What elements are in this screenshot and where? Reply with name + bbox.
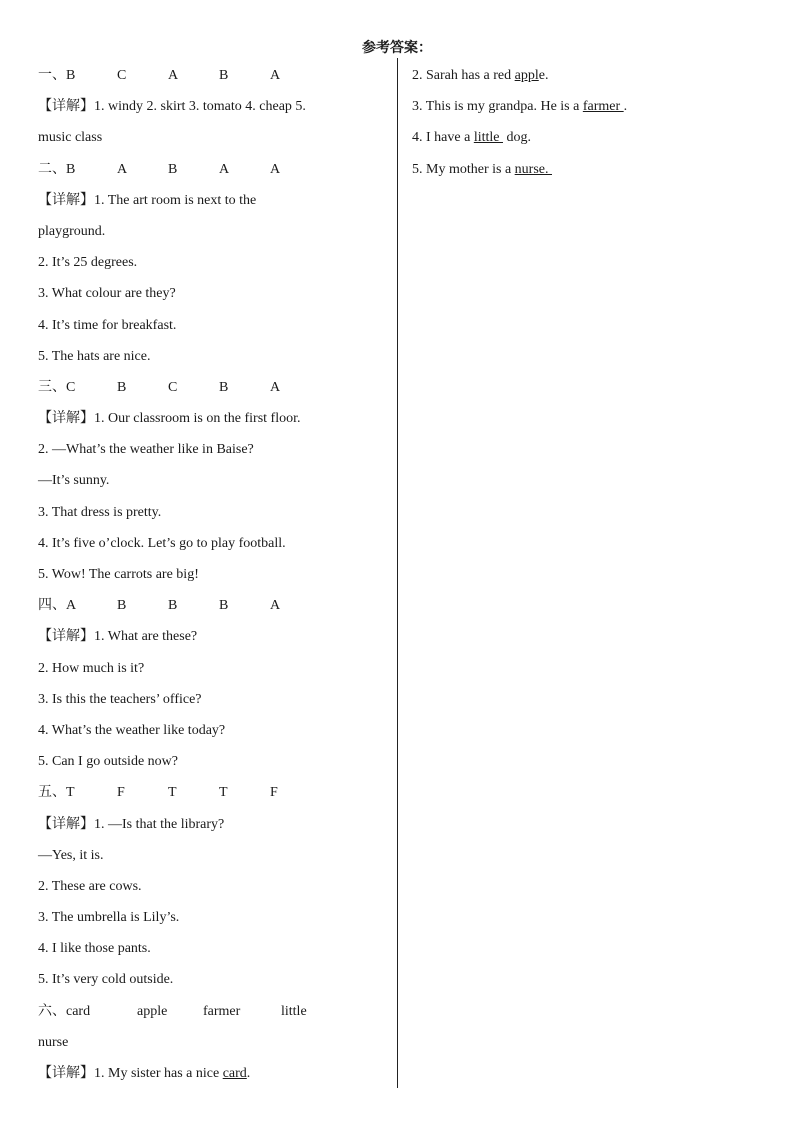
sentence-text: playground. bbox=[38, 223, 106, 239]
answer-line bbox=[412, 91, 772, 122]
answer-line bbox=[38, 372, 388, 403]
answer-option: T bbox=[219, 785, 228, 801]
answer-line bbox=[38, 1058, 388, 1089]
answer-options bbox=[66, 590, 321, 621]
answer-line bbox=[38, 185, 388, 216]
sentence-text: dog. bbox=[502, 130, 531, 146]
answer-line bbox=[38, 809, 388, 840]
sentence-text: 4. I like those pants. bbox=[38, 941, 151, 957]
filled-answer: nurse. bbox=[514, 161, 552, 177]
answer-line bbox=[38, 871, 388, 902]
page-title: 参考答案： bbox=[362, 40, 432, 56]
answer-option: F bbox=[270, 785, 278, 801]
answer-option: A bbox=[270, 598, 281, 614]
sentence-text: 3. Is this the teachers’ office? bbox=[38, 691, 202, 707]
sentence-text: . bbox=[623, 99, 628, 115]
answer-line bbox=[38, 933, 388, 964]
answer-option: apple bbox=[137, 1003, 168, 1019]
detail-label: 【详解】 bbox=[38, 410, 94, 427]
section-label: 二、 bbox=[38, 160, 66, 177]
sentence-text: 3. That dress is pretty. bbox=[38, 504, 162, 520]
sentence-text: 1. My sister has a nice bbox=[94, 1066, 223, 1081]
filled-answer: farmer bbox=[582, 99, 624, 115]
answer-option: B bbox=[168, 598, 178, 614]
answer-line bbox=[412, 154, 772, 185]
answer-option: A bbox=[219, 161, 230, 177]
answer-option: little bbox=[281, 1003, 307, 1019]
answer-line bbox=[38, 497, 388, 528]
answer-line bbox=[38, 996, 388, 1027]
answer-line bbox=[38, 434, 388, 465]
sentence-text: 4. It’s time for breakfast. bbox=[38, 317, 177, 333]
answer-options bbox=[66, 60, 321, 91]
answer-option: A bbox=[270, 68, 281, 83]
answer-option: B bbox=[66, 161, 76, 177]
sentence-text: 2. —What’s the weather like in Baise? bbox=[38, 442, 254, 458]
sentence-text: nurse bbox=[38, 1034, 69, 1050]
sentence-text: 1. The art room is next to the bbox=[94, 192, 257, 208]
answer-option: card bbox=[66, 1003, 91, 1019]
sentence-text: 4. I have a bbox=[412, 130, 474, 146]
answer-option: C bbox=[66, 379, 76, 395]
sentence-text: e. bbox=[538, 68, 549, 83]
answer-option: B bbox=[219, 379, 229, 395]
answer-option: A bbox=[270, 161, 281, 177]
right-column bbox=[412, 60, 772, 185]
filled-answer: card bbox=[222, 1066, 247, 1081]
detail-label: 【详解】 bbox=[38, 1065, 94, 1081]
answer-line bbox=[38, 715, 388, 746]
answer-line bbox=[38, 465, 388, 496]
sentence-text: 5. It’s very cold outside. bbox=[38, 972, 174, 988]
detail-label: 【详解】 bbox=[38, 628, 94, 645]
answer-line bbox=[38, 684, 388, 715]
answer-line bbox=[38, 621, 388, 652]
answer-options bbox=[66, 777, 321, 808]
answer-option: C bbox=[117, 68, 127, 83]
answer-line bbox=[38, 122, 388, 153]
sentence-text: 3. What colour are they? bbox=[38, 286, 176, 302]
answer-line bbox=[38, 341, 388, 372]
answer-option: B bbox=[117, 598, 127, 614]
answer-line bbox=[38, 653, 388, 684]
sentence-text: music class bbox=[38, 130, 103, 146]
section-label: 四、 bbox=[38, 597, 66, 614]
sentence-text: 5. My mother is a bbox=[412, 161, 515, 177]
left-column bbox=[38, 60, 388, 1089]
filled-answer: appl bbox=[514, 68, 539, 83]
answer-option: B bbox=[168, 161, 178, 177]
answer-option: T bbox=[168, 785, 177, 801]
answer-line bbox=[38, 247, 388, 278]
answer-line bbox=[38, 91, 388, 122]
answer-line bbox=[38, 559, 388, 590]
detail-label: 【详解】 bbox=[38, 191, 94, 208]
answer-option: F bbox=[117, 785, 125, 801]
answer-option: B bbox=[66, 68, 76, 83]
answer-option: C bbox=[168, 379, 178, 395]
sentence-text: 4. What’s the weather like today? bbox=[38, 722, 226, 738]
sentence-text: 4. It’s five o’clock. Let’s go to play football. bbox=[38, 535, 286, 551]
column-divider bbox=[397, 58, 398, 1088]
filled-answer: little bbox=[473, 130, 503, 146]
answer-line bbox=[412, 122, 772, 153]
answer-option: B bbox=[219, 598, 229, 614]
answer-line bbox=[38, 154, 388, 185]
section-label: 三、 bbox=[38, 378, 66, 395]
answer-options bbox=[66, 372, 321, 403]
sentence-text: 1. What are these? bbox=[94, 629, 198, 645]
answer-option: A bbox=[66, 598, 77, 614]
sentence-text: 5. The hats are nice. bbox=[38, 348, 151, 364]
answer-line bbox=[38, 777, 388, 808]
answer-line bbox=[38, 60, 388, 91]
answer-line bbox=[38, 746, 388, 777]
answer-option: T bbox=[66, 785, 75, 801]
answer-option: A bbox=[168, 68, 179, 83]
answer-line bbox=[38, 902, 388, 933]
answer-line bbox=[38, 216, 388, 247]
answer-line bbox=[38, 310, 388, 341]
answer-line bbox=[38, 590, 388, 621]
sentence-text: 2. These are cows. bbox=[38, 878, 142, 894]
answer-line bbox=[38, 278, 388, 309]
sentence-text: —Yes, it is. bbox=[38, 847, 104, 863]
sentence-text: 2. It’s 25 degrees. bbox=[38, 255, 138, 271]
section-label: 六、 bbox=[38, 1002, 66, 1019]
sentence-text: 1. Our classroom is on the first floor. bbox=[94, 411, 301, 427]
section-label: 一、 bbox=[38, 67, 66, 83]
sentence-text: 1. —Is that the library? bbox=[94, 816, 225, 832]
sentence-text: 2. How much is it? bbox=[38, 660, 145, 676]
answer-line bbox=[412, 60, 772, 91]
sentence-text: 2. Sarah has a red bbox=[412, 68, 515, 83]
answer-line bbox=[38, 964, 388, 995]
sentence-text: 1. windy 2. skirt 3. tomato 4. cheap 5. bbox=[94, 99, 306, 115]
answer-option: A bbox=[270, 379, 281, 395]
sentence-text: —It’s sunny. bbox=[38, 473, 110, 489]
answer-line bbox=[38, 840, 388, 871]
answer-option: B bbox=[117, 379, 127, 395]
sentence-text: 3. The umbrella is Lily’s. bbox=[38, 910, 180, 926]
answer-option: A bbox=[117, 161, 128, 177]
answer-option: B bbox=[219, 68, 229, 83]
sentence-text: 5. Wow! The carrots are big! bbox=[38, 567, 199, 582]
section-label: 五、 bbox=[38, 784, 66, 801]
answer-line bbox=[38, 1027, 388, 1058]
sentence-text: . bbox=[246, 1066, 251, 1081]
answer-line bbox=[38, 528, 388, 559]
sentence-text: 5. Can I go outside now? bbox=[38, 754, 178, 770]
answer-line bbox=[38, 403, 388, 434]
answer-options bbox=[66, 996, 363, 1027]
sentence-text: 3. This is my grandpa. He is a bbox=[412, 99, 583, 115]
detail-label: 【详解】 bbox=[38, 815, 94, 832]
detail-label: 【详解】 bbox=[38, 98, 94, 115]
answer-options bbox=[66, 154, 321, 185]
answer-option: farmer bbox=[203, 1003, 241, 1019]
